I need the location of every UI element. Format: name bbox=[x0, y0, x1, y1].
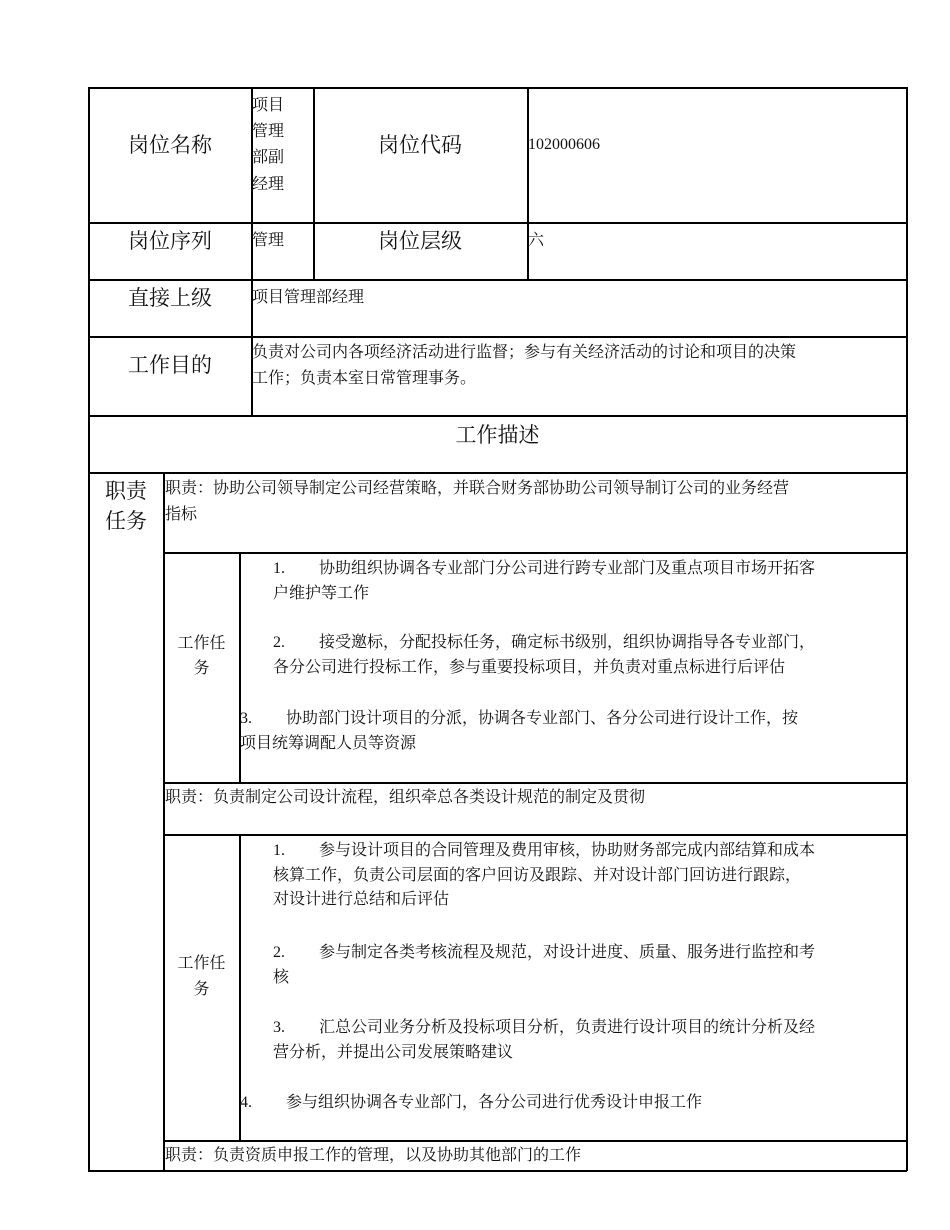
task-2-1: 1. 参与设计项目的合同管理及费用审核，协助财务部完成内部结算和成本 核算工作，负责公司层面的客户回访及跟踪、并对设计部门回访进行跟踪， 对设计进行总结和后评估 bbox=[273, 842, 816, 908]
work-purpose-label: 工作目的 bbox=[128, 353, 212, 377]
position-sequence-label: 岗位序列 bbox=[128, 229, 212, 253]
position-level-value: 六 bbox=[528, 232, 545, 249]
direct-superior-label: 直接上级 bbox=[128, 286, 212, 310]
position-code-value: 102000606 bbox=[528, 136, 600, 153]
work-description-header: 工作描述 bbox=[455, 423, 540, 447]
task-1-1: 1. 协助组织协调各专业部门分公司进行跨专业部门及重点项目市场开拓客 户维护等工作 bbox=[273, 560, 816, 602]
task-1-3: 3. 协助部门设计项目的分派，协调各专业部门、各分公司进行设计工作，按 项目统筹调配人员等资源 bbox=[240, 710, 799, 752]
duty-3-text: 职责：负责资质申报工作的管理，以及协助其他部门的工作 bbox=[165, 1147, 582, 1164]
position-level-label: 岗位层级 bbox=[378, 229, 462, 253]
task-2-2: 2. 参与制定各类考核流程及规范，对设计进度、质量、服务进行监控和考 核 bbox=[273, 944, 816, 986]
position-name-label: 岗位名称 bbox=[128, 133, 212, 157]
task-1-2: 2. 接受邀标，分配投标任务，确定标书级别，组织协调指导各专业部门， 各分公司进行投标工作，参与重要投标项目，并负责对重点标进行后评估 bbox=[273, 634, 816, 676]
position-code-label: 岗位代码 bbox=[378, 133, 462, 157]
task-2-3: 3. 汇总公司业务分析及投标项目分析，负责进行设计项目的统计分析及经 营分析，并提出公司发展策略建议 bbox=[273, 1019, 816, 1061]
task-2-4: 4. 参与组织协调各专业部门，各分公司进行优秀设计申报工作 bbox=[240, 1094, 703, 1111]
direct-superior-value: 项目管理部经理 bbox=[252, 289, 365, 306]
position-sequence-value: 管理 bbox=[252, 232, 285, 249]
duty-2-text: 职责：负责制定公司设计流程，组织牵总各类设计规范的制定及贯彻 bbox=[165, 789, 646, 806]
